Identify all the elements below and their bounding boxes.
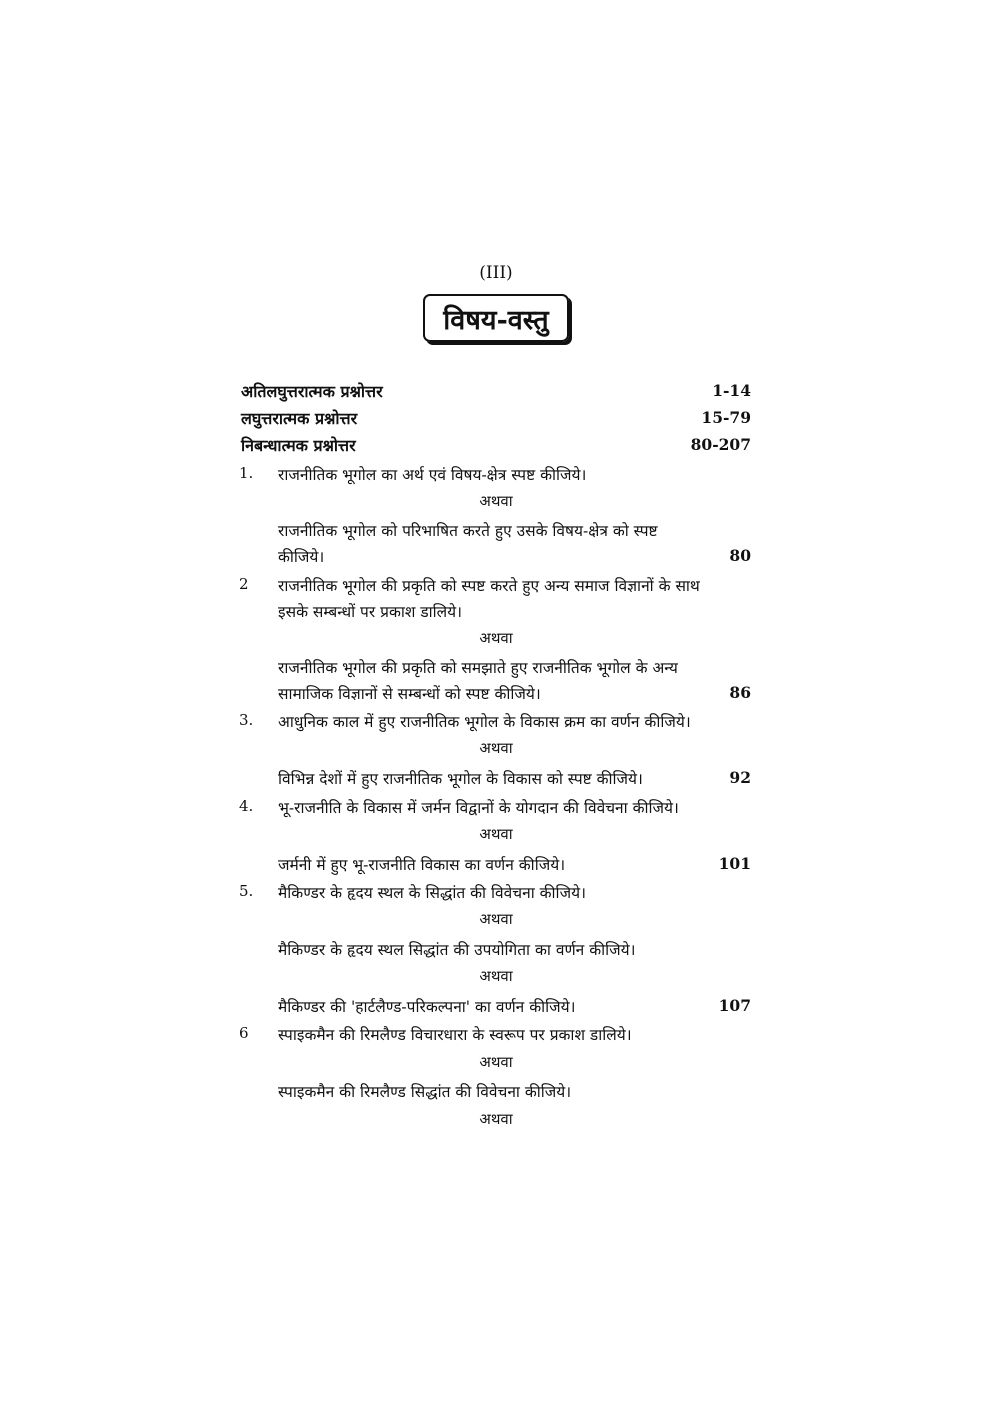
toc-section xyxy=(0,378,992,404)
question-page: 80 xyxy=(729,546,751,565)
question-number: 6 xyxy=(239,1024,249,1042)
question-text: मैकिण्डर के हृदय स्थल सिद्धांत की उपयोगिता का वर्णन कीजिये। xyxy=(278,941,636,959)
question-1-alt-cont xyxy=(0,543,992,569)
question-4 xyxy=(0,794,992,820)
section-pages: 80-207 xyxy=(690,435,751,454)
question-text: राजनीतिक भूगोल की प्रकृति को स्पष्ट करते हुए अन्य समाज विज्ञानों के साथ xyxy=(278,577,700,595)
question-2-alt xyxy=(0,654,992,680)
question-page: 107 xyxy=(718,996,751,1015)
question-text: जर्मनी में हुए भू-राजनीति विकास का वर्णन कीजिये। xyxy=(278,856,566,874)
question-page: 101 xyxy=(718,854,751,873)
section-pages: 1-14 xyxy=(712,381,751,400)
question-text: राजनीतिक भूगोल का अर्थ एवं विषय-क्षेत्र स्पष्ट कीजिये। xyxy=(278,466,587,484)
or-separator xyxy=(0,489,992,515)
question-3 xyxy=(0,708,992,734)
question-1-alt xyxy=(0,517,992,543)
question-text: मैकिण्डर की 'हार्टलैण्ड-परिकल्पना' का वर्णन कीजिये। xyxy=(278,998,576,1016)
question-number: 4. xyxy=(239,797,254,815)
section-pages: 15-79 xyxy=(701,408,751,427)
section-label: निबन्धात्मक प्रश्नोत्तर xyxy=(241,436,356,455)
page-label: (III) xyxy=(479,263,513,283)
section-label: लघुत्तरात्मक प्रश्नोत्तर xyxy=(241,409,358,428)
question-5-alt xyxy=(0,936,992,962)
question-text: कीजिये। xyxy=(278,548,325,566)
or-label: अथवा xyxy=(479,910,513,928)
toc-section xyxy=(0,405,992,431)
question-number: 2 xyxy=(239,575,249,593)
question-2-cont xyxy=(0,598,992,624)
or-separator xyxy=(0,736,992,762)
or-separator xyxy=(0,1107,992,1133)
question-number: 5. xyxy=(239,882,254,900)
question-text: भू-राजनीति के विकास में जर्मन विद्वानों के योगदान की विवेचना कीजिये। xyxy=(278,799,679,817)
or-separator xyxy=(0,1050,992,1076)
question-text: राजनीतिक भूगोल की प्रकृति को समझाते हुए राजनीतिक भूगोल के अन्य xyxy=(278,659,678,677)
or-separator xyxy=(0,964,992,990)
question-3-alt xyxy=(0,765,992,791)
or-label: अथवा xyxy=(479,825,513,843)
question-text: आधुनिक काल में हुए राजनीतिक भूगोल के विकास क्रम का वर्णन कीजिये। xyxy=(278,713,691,731)
question-text: स्पाइकमैन की रिमलैण्ड सिद्धांत की विवेचना कीजिये। xyxy=(278,1083,572,1101)
or-separator xyxy=(0,907,992,933)
or-label: अथवा xyxy=(479,1053,513,1071)
question-5-alt-2 xyxy=(0,993,992,1019)
or-label: अथवा xyxy=(479,1110,513,1128)
or-separator xyxy=(0,626,992,652)
question-text: विभिन्न देशों में हुए राजनीतिक भूगोल के विकास को स्पष्ट कीजिये। xyxy=(278,770,643,788)
question-text: सामाजिक विज्ञानों से सम्बन्धों को स्पष्ट कीजिये। xyxy=(278,685,541,703)
toc-section xyxy=(0,432,992,458)
question-page: 92 xyxy=(729,768,751,787)
question-page: 86 xyxy=(729,683,751,702)
question-text: मैकिण्डर के हृदय स्थल के सिद्धांत की विवेचना कीजिये। xyxy=(278,884,586,902)
question-5 xyxy=(0,879,992,905)
or-label: अथवा xyxy=(479,492,513,510)
question-text: राजनीतिक भूगोल को परिभाषित करते हुए उसके विषय-क्षेत्र को स्पष्ट xyxy=(278,522,658,540)
question-6 xyxy=(0,1021,992,1047)
question-text: इसके सम्बन्धों पर प्रकाश डालिये। xyxy=(278,603,463,621)
question-1 xyxy=(0,461,992,487)
or-label: अथवा xyxy=(479,967,513,985)
question-2-alt-cont xyxy=(0,680,992,706)
question-4-alt xyxy=(0,851,992,877)
question-number: 1. xyxy=(239,464,254,482)
question-number: 3. xyxy=(239,711,254,729)
section-label: अतिलघुत्तरात्मक प्रश्नोत्तर xyxy=(241,382,383,401)
page-title: विषय-वस्तु xyxy=(423,294,569,342)
or-label: अथवा xyxy=(479,629,513,647)
question-text: स्पाइकमैन की रिमलैण्ड विचारधारा के स्वरूप पर प्रकाश डालिये। xyxy=(278,1026,632,1044)
or-separator xyxy=(0,822,992,848)
question-6-alt xyxy=(0,1078,992,1104)
or-label: अथवा xyxy=(479,739,513,757)
question-2 xyxy=(0,572,992,598)
